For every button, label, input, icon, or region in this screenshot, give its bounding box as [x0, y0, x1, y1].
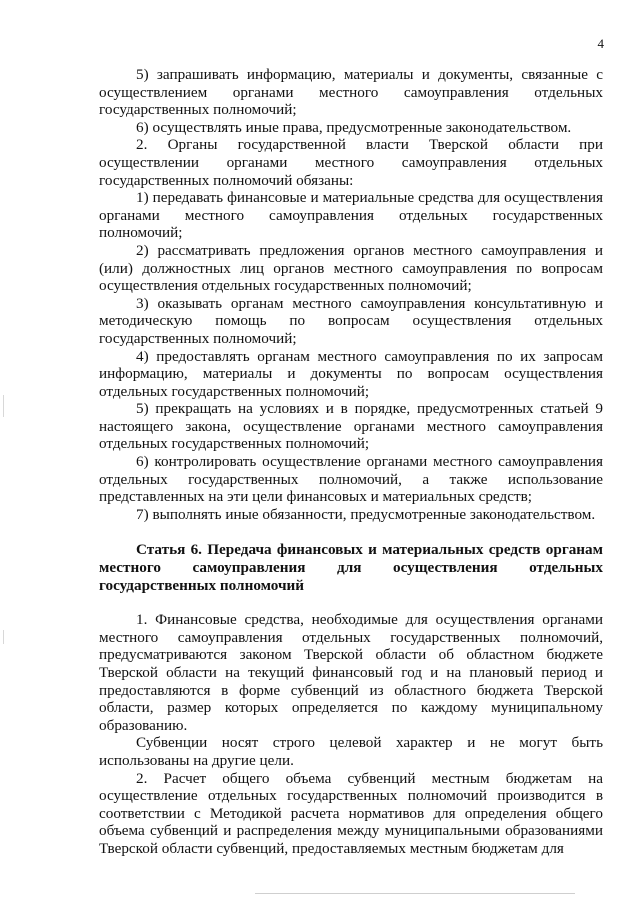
- paragraph: 5) прекращать на условиях и в порядке, предусмотренных статьей 9 настоящего закона, осуществление органами местного самоуправления отдельных государственных полномочий;: [99, 400, 603, 453]
- scan-margin-mark: [3, 395, 4, 417]
- document-body: [99, 66, 603, 858]
- paragraph: 3) оказывать органам местного самоуправления консультативную и методическую помощь по вопросам осуществления отдельных государственных полномочий;: [99, 294, 603, 347]
- paragraph: 6) осуществлять иные права, предусмотренные законодательством.: [136, 118, 572, 136]
- paragraph: 2. Органы государственной власти Тверской области при осуществлении органами местного самоуправления отдельных государственных полномочий обязаны:: [99, 136, 603, 189]
- paragraph: 2. Расчет общего объема субвенций местным бюджетам на осуществление отдельных государственных полномочий производится в соответствии с Методикой расчета нормативов для определения общего объема субвенций и распределения между муниципальными образованиями Тверской области субвенций, предоставляемых местным бюджетам для: [99, 769, 603, 857]
- spacer: [99, 594, 603, 611]
- paragraph: 7) выполнять иные обязанности, предусмотренные законодательством.: [136, 505, 596, 523]
- paragraph: 1) передавать финансовые и материальные средства для осуществления органами местного самоуправления отдельных государственных полномочий;: [99, 189, 603, 242]
- paragraph: 2) рассматривать предложения органов местного самоуправления и (или) должностных лиц органов местного самоуправления по вопросам осуществления отдельных государственных полномочий;: [99, 241, 603, 295]
- paragraph: Субвенции носят строго целевой характер и не могут быть использованы на другие цели.: [99, 734, 603, 769]
- paragraph: 4) предоставлять органам местного самоуправления по их запросам информацию, материалы и документы по вопросам осуществления отдельных государственных полномочий;: [99, 347, 603, 400]
- paragraph: 5) запрашивать информацию, материалы и документы, связанные с осуществлением органами местного самоуправления отдельных государственных полномочий;: [99, 66, 603, 119]
- spacer: [99, 523, 603, 541]
- scan-bottom-line: [255, 893, 575, 894]
- article-heading: Статья 6. Передача финансовых и материальных средств органам местного самоуправления для осуществления отдельных государственных полномочий: [99, 541, 603, 594]
- paragraph: 1. Финансовые средства, необходимые для осуществления органами местного самоуправления отдельных государственных полномочий, предусматриваются законом Тверской области об областном бюджете Тверской области на текущий финансовый год и на плановый период и предоставляются в форме субвенций из областного бюджета Тверской области, размер которых определяется по каждому муниципальному образованию.: [99, 611, 603, 734]
- scan-margin-mark: [3, 630, 4, 644]
- paragraph: 6) контролировать осуществление органами местного самоуправления отдельных государственных полномочий, а также использование представленных на эти цели финансовых и материальных средств;: [99, 453, 603, 506]
- page-number: 4: [597, 36, 604, 51]
